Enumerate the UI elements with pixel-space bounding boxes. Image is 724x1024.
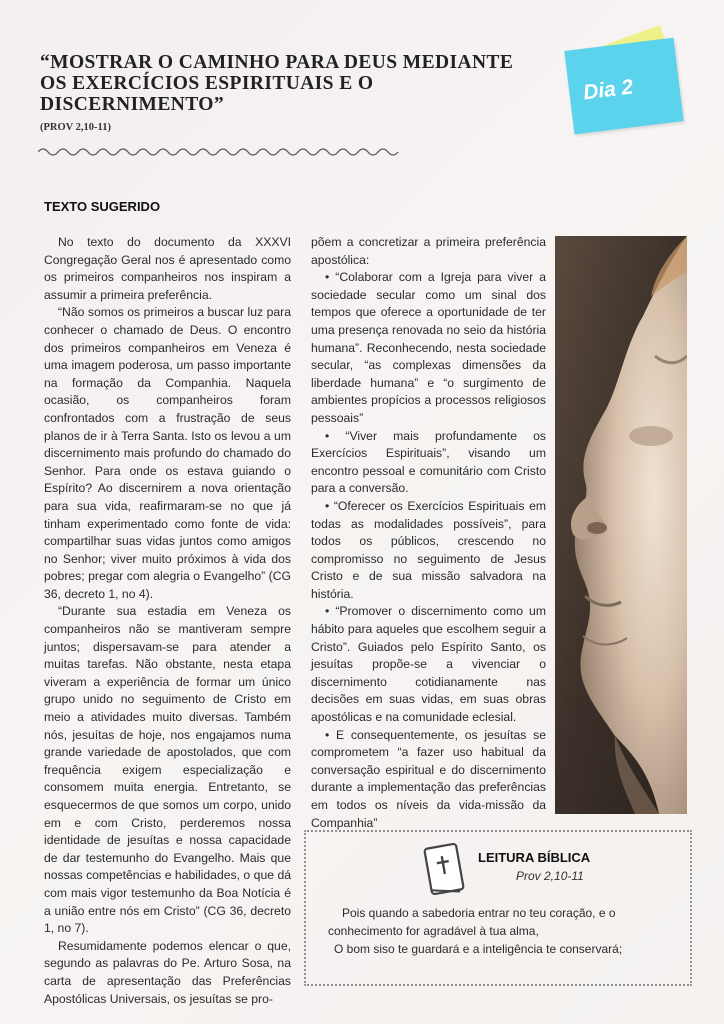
reading-text xyxy=(328,904,678,958)
bullet-item: • “Viver mais profundamente os Exercícios Espirituais”, visando um encontro pessoal e comunitário com Cristo para a conversão. xyxy=(311,428,546,496)
body-paragraph: “Durante sua estadia em Veneza os companheiros não se mantiveram sempre juntos; dispersavam-se para atender a muitas tarefas. Não obstante, nesta etapa viveram a experiência de formar um único grupo unido no seguimento de Cristo em meio a atividades muito diversas. Também nós, jesuítas de hoje, nos engajamos numa grande variedade de apostolados, que com frequência exigem especialização e consomem muita energia. Entretanto, se esquecermos de que somos um corpo, unido em e com Cristo, perderemos nossa identidade de jesuítas e nossa capacidade de dar testemunho do Evangelho. Mais que nossas competências e habilidades, o que dá com mais vigor testemunho da Boa Notícia é a união entre nós em Cristo” (CG 36, decreto 1, no 7). xyxy=(44,604,291,936)
body-paragraph: “Não somos os primeiros a buscar luz para conhecer o chamado de Deus. O encontro dos primeiros companheiros em Veneza é uma imagem poderosa, um passo importante na formação da Companhia. Naquela ocasião, os companheiros foram confrontados com a frustração de seus planos de ir à Terra Santa. Isto os levou a um discernimento mais profundo do chamado do Senhor. Para onde os estava guiando o Espírito? Ao discernirem a nova orientação para sua vida, reafirmaram-se no que já tinham experimentado como fonte de vida: compartilhar suas vidas juntos como amigos no Senhor; viver muito próximos à vida dos pobres; pregar com alegria o Evangelho” (CG 36, decreto 1, no 4). xyxy=(44,305,291,601)
section-heading: TEXTO SUGERIDO xyxy=(44,199,161,214)
bullet-item: • E consequentemente, os jesuítas se comprometem “a fazer uso habitual da conversação espiritual e do discernimento durante a implementação das preferências em todos os níveis da vida-missão da Companhia” xyxy=(311,727,546,830)
reading-title: LEITURA BÍBLICA xyxy=(478,850,591,865)
body-column-middle xyxy=(311,234,546,832)
bullet-item: • “Colaborar com a Igreja para viver a sociedade secular como um sinal dos tempos que oferece a oportunidade de ter uma presença renovada no seio da história humana”. Reconhecendo, nesta sociedade secular, “as complexas dimensões da liberdade humana” e “o surgimento de ambientes propícios a processos religiosos pessoais” xyxy=(311,270,546,425)
body-paragraph: Resumidamente podemos elencar o que, segundo as palavras do Pe. Arturo Sosa, na carta de apresentação das Preferências Apostólicas Universais, os jesuítas se pro- xyxy=(44,938,291,1006)
bible-icon xyxy=(422,842,466,900)
bullet-item: • “Promover o discernimento como um hábito para aqueles que escolhem seguir a Cristo”. Guiados pelo Espírito Santo, os jesuítas propõe-se a vivenciar o discernimento cotidianamente nas decisões em suas vidas, em suas obras apostólicas e na comunidade eclesial. xyxy=(311,604,546,725)
bullet-item: • “Oferecer os Exercícios Espirituais em todas as modalidades possíveis”, para todos os públicos, crescendo no compromisso no seguimento de Jesus Cristo e de sua missão salvadora na história. xyxy=(311,498,546,601)
body-paragraph: No texto do documento da XXXVI Congregação Geral nos é apresentado como os primeiros companheiros nos inspiram a assumir a primeira preferência. xyxy=(44,235,291,302)
day-badge xyxy=(555,30,705,130)
reading-line: O bom siso te guardará e a inteligência te conservará; xyxy=(334,942,623,956)
reading-reference: Prov 2,10-11 xyxy=(516,869,584,883)
wavy-divider xyxy=(38,146,404,158)
page-title: “MOSTRAR O CAMINHO PARA DEUS MEDIANTE OS EXERCÍCIOS ESPIRITUAIS E O DISCERNIMENTO” xyxy=(40,52,514,115)
title-reference: (PROV 2,10-11) xyxy=(40,122,111,133)
body-column-left xyxy=(44,234,291,1008)
bible-reading-box xyxy=(304,830,692,986)
body-paragraph: põem a concretizar a primeira preferência apostólica: xyxy=(311,235,546,267)
statue-face-photo xyxy=(555,236,687,814)
reading-line: Pois quando a sabedoria entrar no teu coração, e o conhecimento for agradável à tua alma, xyxy=(328,906,616,938)
day-label: Dia 2 xyxy=(581,75,635,105)
